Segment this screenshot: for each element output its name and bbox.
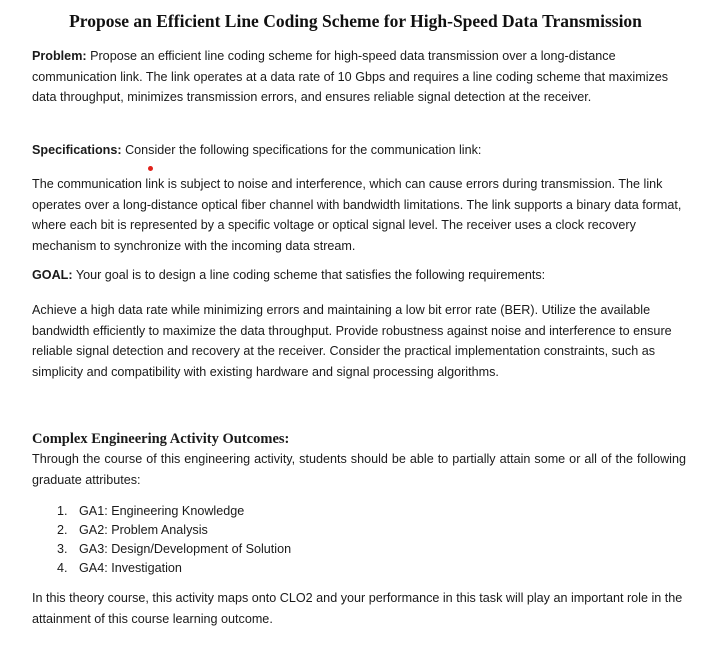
list-item-label: GA4: Investigation — [79, 561, 182, 575]
outcomes-heading: Complex Engineering Activity Outcomes: — [32, 431, 290, 447]
list-item — [57, 540, 291, 559]
requirements-paragraph: Achieve a high data rate while minimizing errors and maintaining a low bit error rate (BER). Utilize the available bandwidth efficiently to maximize the data throughput. Provide robustness against noise and interference to ensure reliable signal detection and recovery at the receiver. Consider the practical implementation constraints, such as simplicity and compatibility with existing hardware and signal processing algorithms. — [32, 303, 672, 379]
problem-text: Propose an efficient line coding scheme for high-speed data transmission over a long-distance communication link. The link operates at a data rate of 10 Gbps and requires a line coding scheme that maximizes data throughput, minimizes transmission errors, and ensures reliable signal detection at the receiver. — [32, 49, 669, 104]
specifications-text: Consider the following specifications for the communication link: — [121, 143, 482, 157]
problem-paragraph — [32, 46, 688, 108]
specifications-paragraph — [32, 140, 688, 161]
list-item-number: 4. — [57, 561, 68, 575]
outcomes-intro-paragraph: Through the course of this engineering activity, students should be able to partially attain some or all of the following graduate attributes: — [32, 452, 686, 487]
list-item — [57, 502, 291, 521]
goal-text: Your goal is to design a line coding scheme that satisfies the following requirements: — [72, 268, 546, 282]
link-description-paragraph: The communication link is subject to noise and interference, which can cause errors during transmission. The link operates over a long-distance optical fiber channel with bandwidth limitations. The link supports a binary data format, where each bit is represented by a specific voltage or optical signal level. The receiver uses a clock recovery mechanism to synchronize with the incoming data stream. — [32, 177, 682, 253]
list-item — [57, 521, 291, 540]
goal-paragraph — [32, 265, 688, 286]
list-item — [57, 559, 291, 578]
problem-label: Problem: — [32, 49, 87, 63]
list-item-label: GA2: Problem Analysis — [79, 523, 208, 537]
list-item-number: 2. — [57, 523, 68, 537]
graduate-attributes-list — [57, 502, 291, 578]
document-title: Propose an Efficient Line Coding Scheme for High-Speed Data Transmission — [69, 11, 642, 31]
list-item-label: GA1: Engineering Knowledge — [79, 504, 245, 518]
list-item-number: 1. — [57, 504, 68, 518]
closing-paragraph: In this theory course, this activity maps onto CLO2 and your performance in this task will play an important role in the attainment of this course learning outcome. — [32, 591, 683, 626]
list-item-number: 3. — [57, 542, 68, 556]
goal-label: GOAL: — [32, 268, 73, 282]
red-marker-dot — [148, 166, 153, 171]
specifications-label: Specifications: — [32, 143, 122, 157]
list-item-label: GA3: Design/Development of Solution — [79, 542, 292, 556]
